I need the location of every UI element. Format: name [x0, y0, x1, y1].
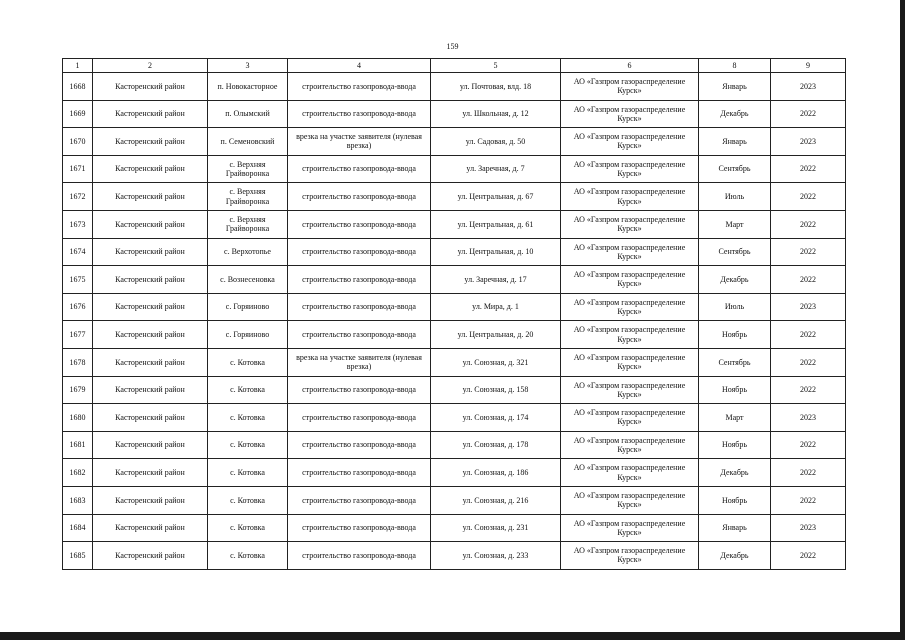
row-number: 1669	[63, 100, 93, 128]
organization-cell: АО «Газпром газораспределение Курск»	[561, 210, 699, 238]
row-number: 1677	[63, 321, 93, 349]
table-row	[63, 73, 846, 101]
organization-cell: АО «Газпром газораспределение Курск»	[561, 431, 699, 459]
row-number: 1676	[63, 293, 93, 321]
district-cell: Касторенский район	[93, 514, 208, 542]
month-cell: Ноябрь	[699, 486, 771, 514]
month-cell: Декабрь	[699, 542, 771, 570]
work-type-cell: строительство газопровода-ввода	[288, 514, 431, 542]
work-type-cell: строительство газопровода-ввода	[288, 155, 431, 183]
year-cell: 2022	[771, 183, 846, 211]
table-row	[63, 210, 846, 238]
address-cell: ул. Союзная, д. 158	[431, 376, 561, 404]
month-cell: Ноябрь	[699, 321, 771, 349]
organization-cell: АО «Газпром газораспределение Курск»	[561, 376, 699, 404]
table-body	[63, 73, 846, 570]
organization-cell: АО «Газпром газораспределение Курск»	[561, 486, 699, 514]
month-cell: Декабрь	[699, 266, 771, 294]
organization-cell: АО «Газпром газораспределение Курск»	[561, 514, 699, 542]
address-cell: ул. Центральная, д. 20	[431, 321, 561, 349]
address-cell: ул. Союзная, д. 321	[431, 348, 561, 376]
organization-cell: АО «Газпром газораспределение Курск»	[561, 183, 699, 211]
year-cell: 2023	[771, 514, 846, 542]
settlement-cell: с. Котовка	[208, 404, 288, 432]
district-cell: Касторенский район	[93, 238, 208, 266]
settlement-cell: с. Верхняя Грайворонка	[208, 183, 288, 211]
work-type-cell: строительство газопровода-ввода	[288, 486, 431, 514]
settlement-cell: п. Олымский	[208, 100, 288, 128]
settlement-cell: с. Котовка	[208, 542, 288, 570]
table-row	[63, 293, 846, 321]
district-cell: Касторенский район	[93, 348, 208, 376]
table-row	[63, 459, 846, 487]
address-cell: ул. Союзная, д. 233	[431, 542, 561, 570]
address-cell: ул. Мира, д. 1	[431, 293, 561, 321]
month-cell: Ноябрь	[699, 431, 771, 459]
organization-cell: АО «Газпром газораспределение Курск»	[561, 404, 699, 432]
district-cell: Касторенский район	[93, 100, 208, 128]
table-row	[63, 376, 846, 404]
table-row	[63, 348, 846, 376]
column-header: 3	[208, 59, 288, 73]
address-cell: ул. Центральная, д. 10	[431, 238, 561, 266]
organization-cell: АО «Газпром газораспределение Курск»	[561, 321, 699, 349]
address-cell: ул. Союзная, д. 178	[431, 431, 561, 459]
row-number: 1678	[63, 348, 93, 376]
column-header: 4	[288, 59, 431, 73]
row-number: 1682	[63, 459, 93, 487]
settlement-cell: с. Верхняя Грайворонка	[208, 155, 288, 183]
row-number: 1681	[63, 431, 93, 459]
address-cell: ул. Союзная, д. 186	[431, 459, 561, 487]
month-cell: Март	[699, 210, 771, 238]
table-row	[63, 542, 846, 570]
organization-cell: АО «Газпром газораспределение Курск»	[561, 348, 699, 376]
work-type-cell: врезка на участке заявителя (нулевая врезка)	[288, 128, 431, 156]
address-cell: ул. Союзная, д. 231	[431, 514, 561, 542]
row-number: 1674	[63, 238, 93, 266]
work-type-cell: строительство газопровода-ввода	[288, 293, 431, 321]
settlement-cell: с. Котовка	[208, 348, 288, 376]
row-number: 1685	[63, 542, 93, 570]
month-cell: Июль	[699, 183, 771, 211]
settlement-cell: с. Котовка	[208, 459, 288, 487]
year-cell: 2023	[771, 128, 846, 156]
address-cell: ул. Центральная, д. 61	[431, 210, 561, 238]
table-row	[63, 100, 846, 128]
header-row	[63, 59, 846, 73]
settlement-cell: с. Горяиново	[208, 293, 288, 321]
column-header: 6	[561, 59, 699, 73]
month-cell: Январь	[699, 514, 771, 542]
month-cell: Ноябрь	[699, 376, 771, 404]
district-cell: Касторенский район	[93, 431, 208, 459]
year-cell: 2023	[771, 73, 846, 101]
organization-cell: АО «Газпром газораспределение Курск»	[561, 155, 699, 183]
data-table	[62, 58, 846, 570]
address-cell: ул. Центральная, д. 67	[431, 183, 561, 211]
month-cell: Сентябрь	[699, 348, 771, 376]
work-type-cell: врезка на участке заявителя (нулевая врезка)	[288, 348, 431, 376]
address-cell: ул. Почтовая, влд. 18	[431, 73, 561, 101]
year-cell: 2022	[771, 486, 846, 514]
work-type-cell: строительство газопровода-ввода	[288, 542, 431, 570]
row-number: 1683	[63, 486, 93, 514]
organization-cell: АО «Газпром газораспределение Курск»	[561, 238, 699, 266]
row-number: 1673	[63, 210, 93, 238]
column-header: 9	[771, 59, 846, 73]
district-cell: Касторенский район	[93, 321, 208, 349]
row-number: 1670	[63, 128, 93, 156]
organization-cell: АО «Газпром газораспределение Курск»	[561, 73, 699, 101]
year-cell: 2022	[771, 266, 846, 294]
district-cell: Касторенский район	[93, 376, 208, 404]
district-cell: Касторенский район	[93, 266, 208, 294]
year-cell: 2022	[771, 238, 846, 266]
work-type-cell: строительство газопровода-ввода	[288, 404, 431, 432]
address-cell: ул. Заречная, д. 17	[431, 266, 561, 294]
year-cell: 2022	[771, 210, 846, 238]
district-cell: Касторенский район	[93, 486, 208, 514]
column-header: 2	[93, 59, 208, 73]
month-cell: Декабрь	[699, 459, 771, 487]
year-cell: 2022	[771, 431, 846, 459]
organization-cell: АО «Газпром газораспределение Курск»	[561, 100, 699, 128]
organization-cell: АО «Газпром газораспределение Курск»	[561, 128, 699, 156]
scan-edge-bottom	[0, 632, 905, 640]
year-cell: 2022	[771, 348, 846, 376]
work-type-cell: строительство газопровода-ввода	[288, 321, 431, 349]
settlement-cell: п. Семеновский	[208, 128, 288, 156]
settlement-cell: с. Котовка	[208, 486, 288, 514]
month-cell: Январь	[699, 128, 771, 156]
row-number: 1668	[63, 73, 93, 101]
column-header: 8	[699, 59, 771, 73]
month-cell: Июль	[699, 293, 771, 321]
row-number: 1679	[63, 376, 93, 404]
settlement-cell: с. Верхняя Грайворонка	[208, 210, 288, 238]
year-cell: 2022	[771, 542, 846, 570]
work-type-cell: строительство газопровода-ввода	[288, 431, 431, 459]
settlement-cell: с. Верхотопье	[208, 238, 288, 266]
table-row	[63, 266, 846, 294]
address-cell: ул. Садовая, д. 50	[431, 128, 561, 156]
work-type-cell: строительство газопровода-ввода	[288, 459, 431, 487]
organization-cell: АО «Газпром газораспределение Курск»	[561, 266, 699, 294]
row-number: 1680	[63, 404, 93, 432]
work-type-cell: строительство газопровода-ввода	[288, 266, 431, 294]
district-cell: Касторенский район	[93, 459, 208, 487]
table-row	[63, 514, 846, 542]
address-cell: ул. Союзная, д. 216	[431, 486, 561, 514]
work-type-cell: строительство газопровода-ввода	[288, 210, 431, 238]
year-cell: 2023	[771, 404, 846, 432]
table-row	[63, 431, 846, 459]
table-row	[63, 155, 846, 183]
work-type-cell: строительство газопровода-ввода	[288, 183, 431, 211]
district-cell: Касторенский район	[93, 293, 208, 321]
year-cell: 2023	[771, 293, 846, 321]
month-cell: Март	[699, 404, 771, 432]
row-number: 1671	[63, 155, 93, 183]
page-number: 159	[446, 42, 459, 51]
work-type-cell: строительство газопровода-ввода	[288, 73, 431, 101]
district-cell: Касторенский район	[93, 404, 208, 432]
table-row	[63, 128, 846, 156]
table-row	[63, 321, 846, 349]
table-row	[63, 486, 846, 514]
settlement-cell: с. Котовка	[208, 514, 288, 542]
settlement-cell: с. Котовка	[208, 431, 288, 459]
settlement-cell: с. Вознесеновка	[208, 266, 288, 294]
row-number: 1675	[63, 266, 93, 294]
settlement-cell: с. Котовка	[208, 376, 288, 404]
month-cell: Январь	[699, 73, 771, 101]
column-header: 5	[431, 59, 561, 73]
row-number: 1684	[63, 514, 93, 542]
year-cell: 2022	[771, 155, 846, 183]
district-cell: Касторенский район	[93, 128, 208, 156]
district-cell: Касторенский район	[93, 183, 208, 211]
work-type-cell: строительство газопровода-ввода	[288, 376, 431, 404]
month-cell: Сентябрь	[699, 238, 771, 266]
settlement-cell: п. Новокасторное	[208, 73, 288, 101]
organization-cell: АО «Газпром газораспределение Курск»	[561, 542, 699, 570]
district-cell: Касторенский район	[93, 73, 208, 101]
district-cell: Касторенский район	[93, 210, 208, 238]
month-cell: Декабрь	[699, 100, 771, 128]
district-cell: Касторенский район	[93, 155, 208, 183]
year-cell: 2022	[771, 100, 846, 128]
year-cell: 2022	[771, 459, 846, 487]
month-cell: Сентябрь	[699, 155, 771, 183]
district-cell: Касторенский район	[93, 542, 208, 570]
row-number: 1672	[63, 183, 93, 211]
settlement-cell: с. Горяиново	[208, 321, 288, 349]
address-cell: ул. Союзная, д. 174	[431, 404, 561, 432]
address-cell: ул. Заречная, д. 7	[431, 155, 561, 183]
table-row	[63, 183, 846, 211]
column-header: 1	[63, 59, 93, 73]
work-type-cell: строительство газопровода-ввода	[288, 238, 431, 266]
scan-edge-right	[900, 0, 905, 640]
address-cell: ул. Школьная, д. 12	[431, 100, 561, 128]
year-cell: 2022	[771, 321, 846, 349]
year-cell: 2022	[771, 376, 846, 404]
table-row	[63, 404, 846, 432]
table-row	[63, 238, 846, 266]
work-type-cell: строительство газопровода-ввода	[288, 100, 431, 128]
organization-cell: АО «Газпром газораспределение Курск»	[561, 293, 699, 321]
organization-cell: АО «Газпром газораспределение Курск»	[561, 459, 699, 487]
